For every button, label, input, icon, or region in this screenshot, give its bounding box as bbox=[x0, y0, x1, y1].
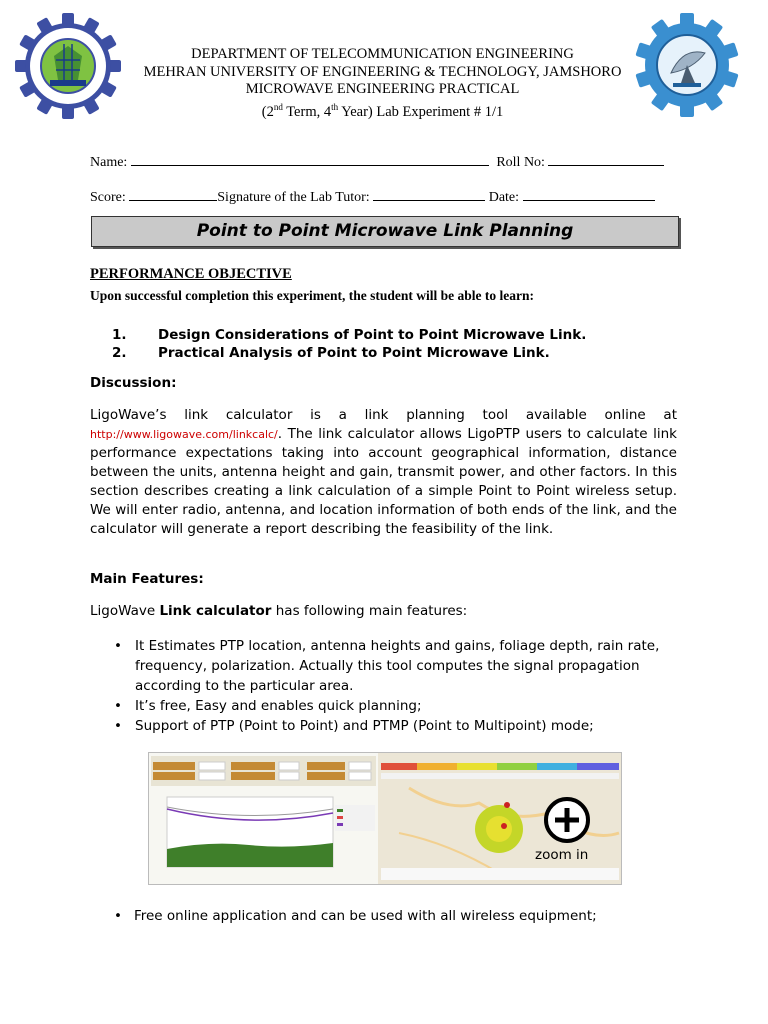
header-university: MEHRAN UNIVERSITY OF ENGINEERING & TECHNOLOGY, JAMSHORO bbox=[143, 63, 622, 80]
header-term: (2nd Term, 4th Year) Lab Experiment # 1/1 bbox=[261, 101, 504, 120]
date-field[interactable] bbox=[523, 188, 655, 201]
score-label: Score: bbox=[90, 190, 126, 205]
list-item: • Support of PTP (Point to Point) and PTMP (Point to Multipoint) mode; bbox=[114, 718, 594, 734]
list-item: 1. Design Considerations of Point to Point Microwave Link. bbox=[112, 327, 587, 343]
name-row bbox=[90, 153, 664, 171]
discussion-paragraph: LigoWave’s link calculator is a link planning tool available online at http://www.ligowave.com/linkcalc/. The link calculator allows LigoPTP users to calculate link performance expectations taking into account geographical information, distance between the units, antenna height and gain, transmit power, and other factors. In this section describes creating a link calculation of a simple Point to Point wireless setup. We will enter radio, antenna, and location information of both ends of the link, and the calculator will generate a report describing the feasibility of the link. bbox=[90, 407, 677, 537]
list-item: • It Estimates PTP location, antenna heights and gains, foliage depth, rain rate, frequency, polarization. Actually this tool computes the signal propagation according to the particular area. bbox=[114, 638, 660, 694]
link-calculator-illustration bbox=[149, 753, 621, 884]
department-header bbox=[120, 46, 645, 121]
list-item: 2. Practical Analysis of Point to Point Microwave Link. bbox=[112, 345, 550, 361]
list-item: • It’s free, Easy and enables quick planning; bbox=[114, 698, 422, 714]
university-logo-left bbox=[14, 12, 122, 120]
roll-field[interactable] bbox=[548, 153, 664, 166]
features-intro: LigoWave Link calculator has following main features: bbox=[90, 603, 468, 619]
performance-heading: PERFORMANCE OBJECTIVE bbox=[90, 266, 292, 282]
link-calculator-screenshot bbox=[148, 752, 622, 885]
linkcalc-link[interactable]: http://www.ligowave.com/linkcalc/ bbox=[90, 428, 278, 441]
list-item: • Free online application and can be used with all wireless equipment; bbox=[114, 908, 597, 924]
name-label: Name: bbox=[90, 155, 128, 170]
features-list bbox=[114, 636, 684, 736]
header-department: DEPARTMENT OF TELECOMMUNICATION ENGINEERING bbox=[191, 46, 574, 62]
date-label: Date: bbox=[488, 190, 520, 205]
name-field[interactable] bbox=[131, 153, 489, 166]
header-course: MICROWAVE ENGINEERING PRACTICAL bbox=[245, 81, 520, 97]
features-heading: Main Features: bbox=[90, 571, 204, 587]
signature-label: Signature of the Lab Tutor: bbox=[217, 190, 370, 205]
signature-field[interactable] bbox=[373, 188, 485, 201]
score-row bbox=[90, 188, 655, 206]
score-field[interactable] bbox=[129, 188, 217, 201]
objectives-list bbox=[112, 326, 586, 362]
discussion-heading: Discussion: bbox=[90, 375, 177, 391]
zoom-in-label: zoom in bbox=[535, 847, 589, 863]
roll-label: Roll No: bbox=[496, 155, 545, 170]
experiment-title: Point to Point Microwave Link Planning bbox=[91, 216, 679, 247]
university-logo-right bbox=[634, 12, 740, 118]
performance-text: Upon successful completion this experiment, the student will be able to learn: bbox=[90, 288, 534, 303]
